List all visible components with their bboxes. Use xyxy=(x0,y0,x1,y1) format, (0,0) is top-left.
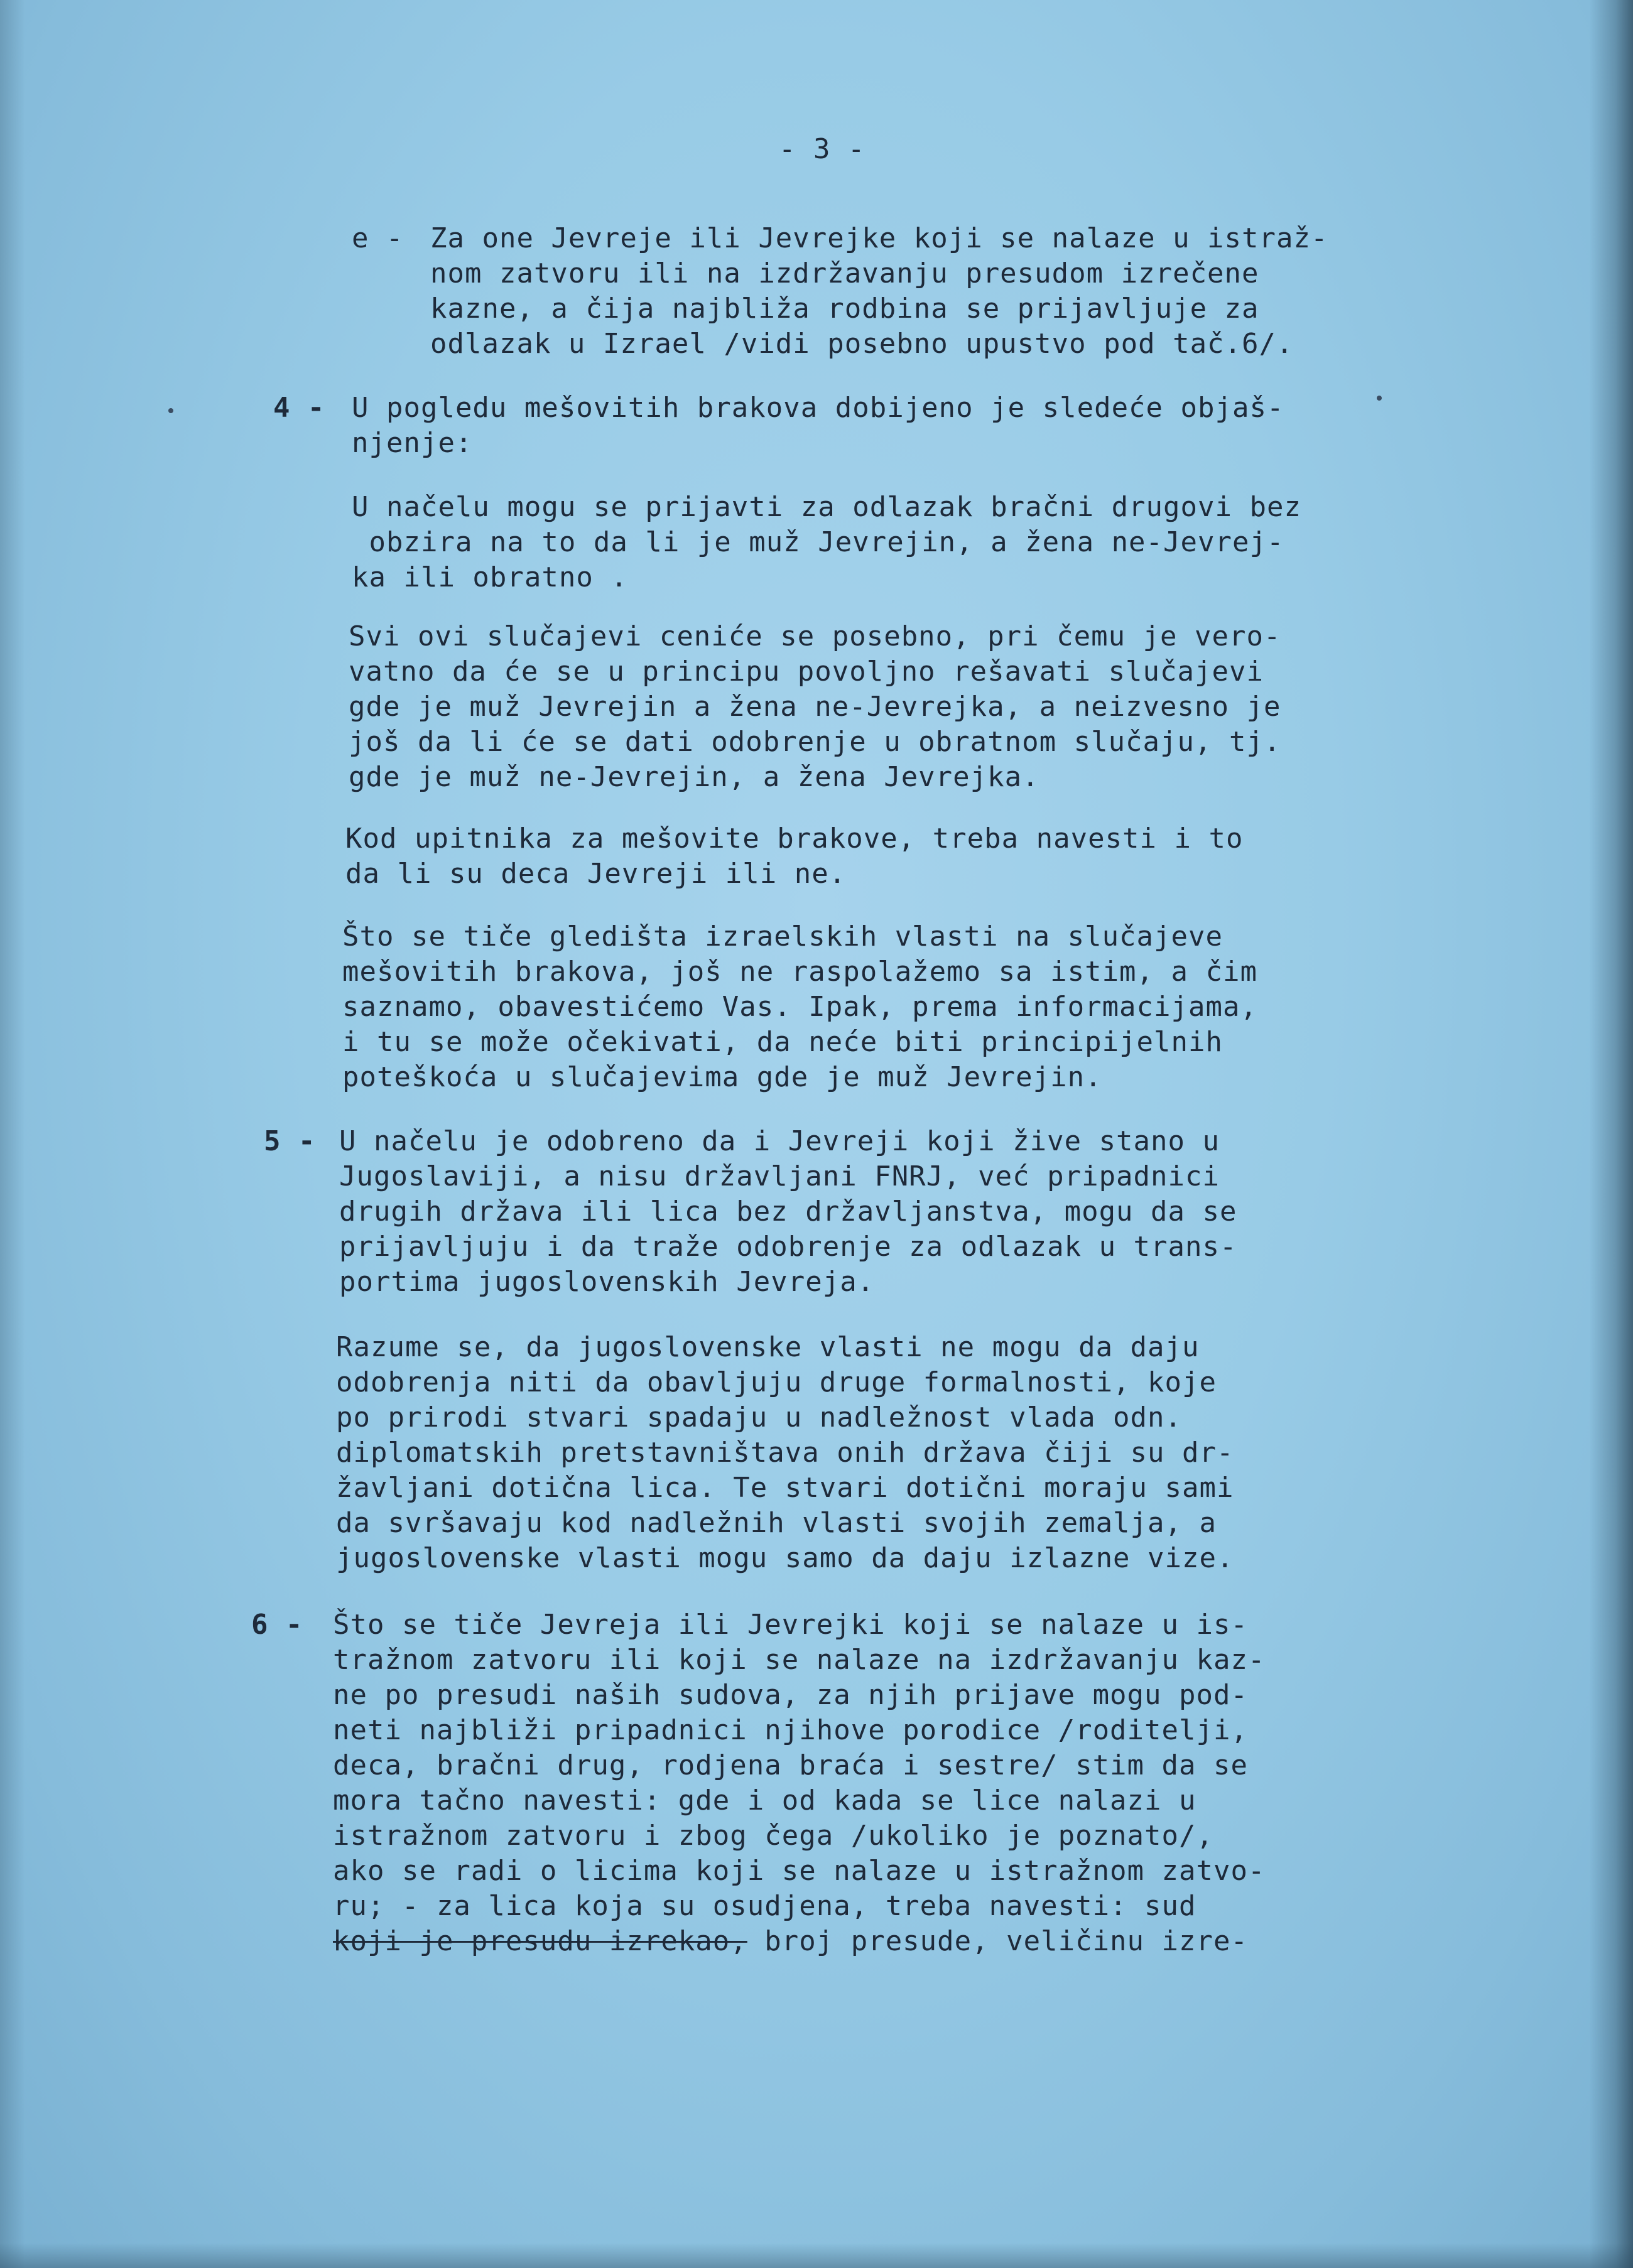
section-6-line-1: Što se tiče Jevreja ili Jevrejki koji se nalaze u is- xyxy=(333,1609,1248,1641)
section-4-p2-line-5: gde je muž ne-Jevrejin, a žena Jevrejka. xyxy=(349,761,1039,793)
section-4-p4-line-3: saznamo, obavestićemo Vas. Ipak, prema informacijama, xyxy=(342,991,1257,1023)
section-5-p2-line-6: da svršavaju kod nadležnih vlasti svojih zemalja, a xyxy=(336,1507,1217,1539)
section-5-marker: 5 - xyxy=(264,1125,316,1157)
section-5-line-4: prijavljuju i da traže odobrenje za odlazak u trans- xyxy=(339,1231,1237,1263)
struck-text: koji je presudu izrekao, xyxy=(333,1925,747,1957)
section-5-line-1: U načelu je odobreno da i Jevreji koji žive stano u xyxy=(339,1125,1220,1157)
section-6-line-2: tražnom zatvoru ili koji se nalaze na izdržavanju kaz- xyxy=(333,1644,1266,1676)
section-4-p4-line-2: mešovitih brakova, još ne raspolažemo sa istim, a čim xyxy=(342,956,1257,988)
section-e-line-2: nom zatvoru ili na izdržavanju presudom izrečene xyxy=(430,257,1259,289)
section-6-line-3: ne po presudi naših sudova, za njih prijave mogu pod- xyxy=(333,1679,1248,1711)
stray-dot xyxy=(1377,396,1382,401)
section-6-line-8: ako se radi o licima koji se nalaze u istražnom zatvo- xyxy=(333,1855,1266,1887)
section-4-p4-line-5: poteškoća u slučajevima gde je muž Jevrejin. xyxy=(342,1061,1102,1093)
section-6-line-5: deca, bračni drug, rodjena braća i sestre/ stim da se xyxy=(333,1749,1248,1781)
section-4-p4-line-1: Što se tiče gledišta izraelskih vlasti na slučajeve xyxy=(342,921,1223,953)
section-4-p1-line-3: ka ili obratno . xyxy=(352,561,628,593)
section-4-p3-line-2: da li su deca Jevreji ili ne. xyxy=(345,858,847,890)
section-4-p3-line-1: Kod upitnika za mešovite brakove, treba navesti i to xyxy=(345,823,1244,855)
section-5-line-5: portima jugoslovenskih Jevreja. xyxy=(339,1266,875,1298)
section-6-line-9: ru; - za lica koja su osudjena, treba navesti: sud xyxy=(333,1890,1196,1922)
section-4-p2-line-1: Svi ovi slučajevi ceniće se posebno, pri čemu je vero- xyxy=(349,620,1281,652)
section-e-marker: e - xyxy=(352,222,404,254)
section-4-p2-line-2: vatno da će se u principu povoljno rešavati slučajevi xyxy=(349,656,1264,688)
section-6-line-10 xyxy=(333,1924,1248,1959)
section-6-line-6: mora tačno navesti: gde i od kada se lice nalazi u xyxy=(333,1785,1196,1817)
section-e-line-3: kazne, a čija najbliža rodbina se prijavljuje za xyxy=(430,293,1259,325)
section-5-p2-line-4: diplomatskih pretstavništava onih država čiji su dr- xyxy=(336,1437,1234,1469)
section-4-line-1: U pogledu mešovitih brakova dobijeno je sledeće objaš- xyxy=(352,392,1284,424)
section-5-line-3: drugih država ili lica bez državljanstva, mogu da se xyxy=(339,1196,1237,1228)
section-6-marker: 6 - xyxy=(251,1609,303,1641)
section-5-p2-line-1: Razume se, da jugoslovenske vlasti ne mogu da daju xyxy=(336,1331,1200,1363)
section-4-line-2: njenje: xyxy=(352,427,473,459)
section-4-p2-line-3: gde je muž Jevrejin a žena ne-Jevrejka, a neizvesno je xyxy=(349,691,1281,723)
section-4-p2-line-4: još da li će se dati odobrenje u obratnom slučaju, tj. xyxy=(349,726,1281,758)
section-5-p2-line-3: po prirodi stvari spadaju u nadležnost vlada odn. xyxy=(336,1401,1183,1434)
section-4-marker: 4 - xyxy=(273,392,325,424)
section-6-line-10-rest: broj presude, veličinu izre- xyxy=(747,1925,1248,1957)
section-6-line-4: neti najbliži pripadnici njihove porodice /roditelji, xyxy=(333,1714,1248,1746)
section-4-p1-line-1: U načelu mogu se prijavti za odlazak bračni drugovi bez xyxy=(352,491,1301,523)
section-e-line-4: odlazak u Izrael /vidi posebno upustvo pod tač.6/. xyxy=(430,328,1294,360)
section-4-p4-line-4: i tu se može očekivati, da neće biti principijelnih xyxy=(342,1026,1223,1058)
section-4-p1-line-2: obzira na to da li je muž Jevrejin, a žena ne-Jevrej- xyxy=(352,526,1284,558)
section-5-p2-line-2: odobrenja niti da obavljuju druge formalnosti, koje xyxy=(336,1366,1217,1398)
section-5-line-2: Jugoslaviji, a nisu državljani FNRJ, već pripadnici xyxy=(339,1160,1220,1192)
section-5-p2-line-5: žavljani dotična lica. Te stvari dotični moraju sami xyxy=(336,1472,1234,1504)
section-e-line-1: Za one Jevreje ili Jevrejke koji se nalaze u istraž- xyxy=(430,222,1328,254)
page-number: - 3 - xyxy=(779,133,865,165)
section-5-p2-line-7: jugoslovenske vlasti mogu samo da daju izlazne vize. xyxy=(336,1542,1234,1574)
section-6-line-7: istražnom zatvoru i zbog čega /ukoliko je poznato/, xyxy=(333,1820,1214,1852)
margin-dot xyxy=(168,408,173,413)
